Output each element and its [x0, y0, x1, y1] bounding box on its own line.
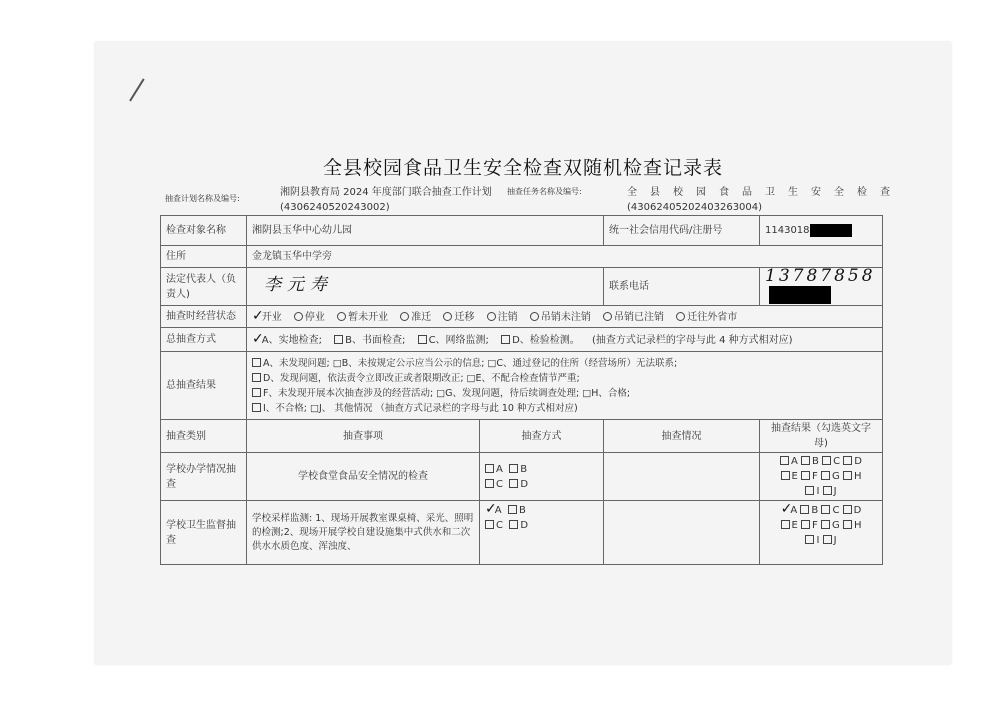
- checkbox-icon[interactable]: [509, 479, 518, 488]
- item-method-options: ✓A B C D: [480, 501, 604, 565]
- status-label: 抽查时经营状态: [161, 306, 247, 328]
- method-option-a[interactable]: ✓A、实地检查;: [252, 330, 322, 347]
- task-label: 抽查任务名称及编号:: [507, 187, 582, 196]
- check-mark-icon[interactable]: ✓: [780, 501, 793, 517]
- row-items-header: [161, 420, 883, 453]
- item-name: 学校采样监测: 1、现场开展教室课桌椅、采光、照明的检测;2、现场开展学校自建设施集中式供水和二次供水水质色度、浑浊度、: [247, 501, 480, 565]
- status-option[interactable]: 迁移: [443, 312, 474, 323]
- row-status: [161, 306, 883, 328]
- task-value-line2: (4306240520240326300​4): [627, 202, 763, 213]
- result-line: D、发现问题，依法责令立即改正或者限期改正; □E、不配合检查情节严重;: [263, 372, 580, 384]
- checkbox-icon[interactable]: [780, 456, 789, 465]
- checkbox-icon[interactable]: [843, 520, 852, 529]
- task-value: [627, 185, 903, 215]
- method-options: [247, 328, 883, 352]
- page-title: 全县校园食品卫生安全检查双随机检查记录表: [322, 157, 723, 179]
- header-situation: 抽查情况: [604, 420, 760, 453]
- checkbox-icon: [334, 335, 343, 344]
- item-category: 学校办学情况抽查: [161, 453, 247, 501]
- checkbox-icon[interactable]: [821, 505, 830, 514]
- check-mark-icon[interactable]: ✓: [485, 501, 497, 517]
- radio-icon: [603, 312, 612, 321]
- checkbox-icon[interactable]: [781, 471, 790, 480]
- redaction-bar: [810, 224, 852, 237]
- radio-icon: [400, 312, 409, 321]
- phone-handwritten: 13787858: [765, 267, 876, 286]
- rep-cell: [247, 268, 604, 306]
- address-value: 金龙镇玉华中学旁: [247, 246, 883, 268]
- table-row: [161, 501, 883, 565]
- checkbox-icon[interactable]: [252, 373, 261, 382]
- status-option[interactable]: 暂未开业: [337, 312, 388, 323]
- item-result-options: A B C D E F G H I J: [760, 453, 883, 501]
- item-category: 学校卫生监督抽查: [161, 501, 247, 565]
- table-row: [161, 453, 883, 501]
- checkbox-icon: [418, 335, 427, 344]
- row-object-name: [161, 216, 883, 246]
- checkbox-icon[interactable]: [843, 471, 852, 480]
- checkbox-icon[interactable]: [801, 520, 810, 529]
- item-result-options: ✓A B C D E F G H I J: [760, 501, 883, 565]
- inspection-record-table: [160, 215, 883, 565]
- checkbox-icon[interactable]: [801, 456, 810, 465]
- credit-code-prefix: 1143018: [765, 225, 810, 236]
- header-result: 抽查结果（勾选英文字母): [760, 420, 883, 453]
- rep-label: 法定代表人（负责人): [161, 268, 247, 306]
- checkbox-icon[interactable]: [485, 464, 494, 473]
- item-situation[interactable]: [604, 501, 760, 565]
- row-result: [161, 352, 883, 420]
- header-method: 抽查方式: [480, 420, 604, 453]
- radio-icon: [487, 312, 496, 321]
- checkbox-icon[interactable]: [843, 505, 852, 514]
- checkbox-icon[interactable]: [509, 464, 518, 473]
- phone-label: 联系电话: [604, 268, 760, 306]
- rep-signature: 李元寿: [264, 275, 333, 295]
- radio-icon: [294, 312, 303, 321]
- item-situation[interactable]: [604, 453, 760, 501]
- status-option-open[interactable]: ✓开业: [252, 307, 282, 324]
- header-item: 抽查事项: [247, 420, 480, 453]
- radio-icon: [443, 312, 452, 321]
- item-method-options: A B C D: [480, 453, 604, 501]
- check-mark-icon: ✓: [252, 307, 264, 324]
- checkbox-icon[interactable]: [252, 403, 261, 412]
- checkbox-icon[interactable]: [801, 471, 810, 480]
- checkbox-icon[interactable]: [821, 520, 830, 529]
- method-label: 总抽查方式: [161, 328, 247, 352]
- phone-cell: [760, 268, 883, 306]
- item-name: 学校食堂食品安全情况的检查: [247, 453, 480, 501]
- checkbox-icon[interactable]: [805, 535, 814, 544]
- checkbox-icon[interactable]: [800, 505, 809, 514]
- method-note: (抽查方式记录栏的字母与此 4 种方式相对应): [592, 334, 793, 346]
- row-address: [161, 246, 883, 268]
- radio-icon: [337, 312, 346, 321]
- method-option-b[interactable]: B、书面检查;: [334, 335, 405, 346]
- credit-code-label: 统一社会信用代码/注册号: [604, 216, 760, 246]
- checkbox-icon[interactable]: [509, 520, 518, 529]
- checkbox-icon[interactable]: [485, 479, 494, 488]
- result-line: F、未发现开展本次抽查涉及的经营活动; □G、发现问题，待后续调查处理; □H、合格;: [263, 387, 631, 399]
- checkbox-icon[interactable]: [252, 388, 261, 397]
- checkbox-icon[interactable]: [485, 520, 494, 529]
- task-value-line1: 全县校园食品卫生安全检查: [627, 187, 903, 198]
- row-representative: [161, 268, 883, 306]
- checkbox-icon[interactable]: [823, 535, 832, 544]
- checkbox-icon[interactable]: [252, 358, 261, 367]
- checkbox-icon[interactable]: [781, 520, 790, 529]
- checkbox-icon[interactable]: [508, 505, 517, 514]
- checkbox-icon[interactable]: [821, 471, 830, 480]
- status-option[interactable]: 准迁: [400, 312, 431, 323]
- row-method: [161, 328, 883, 352]
- object-name-value: 湘阴县玉华中心幼儿园: [247, 216, 604, 246]
- result-line: I、不合格; □J、 其他情况 （抽查方式记录栏的字母与此 10 种方式相对应): [263, 402, 578, 414]
- checkbox-icon[interactable]: [823, 486, 832, 495]
- checkbox-icon[interactable]: [822, 456, 831, 465]
- check-mark-icon: ✓: [252, 330, 264, 347]
- result-line: A、未发现问题; □B、未按规定公示应当公示的信息; □C、通过登记的住所（经营场所）无法联系;: [263, 357, 678, 369]
- status-option[interactable]: 吊销未注销: [530, 312, 591, 323]
- status-option[interactable]: 注销: [487, 312, 518, 323]
- checkbox-icon[interactable]: [843, 456, 852, 465]
- header-category: 抽查类别: [161, 420, 247, 453]
- credit-code-cell: [760, 216, 883, 246]
- status-option[interactable]: 吊销已注销: [603, 312, 664, 323]
- radio-icon: [676, 312, 685, 321]
- checkbox-icon: [501, 335, 510, 344]
- address-label: 住所: [161, 246, 247, 268]
- object-name-label: 检查对象名称: [161, 216, 247, 246]
- checkbox-icon[interactable]: [805, 486, 814, 495]
- radio-icon: [530, 312, 539, 321]
- redaction-bar: [769, 286, 831, 304]
- status-option[interactable]: 迁往外省市: [676, 312, 737, 323]
- plan-label: 抽查计划名称及编号:: [165, 194, 240, 203]
- result-label: 总抽查结果: [161, 352, 247, 420]
- status-options: [247, 306, 883, 328]
- method-option-c[interactable]: C、网络监测;: [418, 335, 489, 346]
- status-option[interactable]: 停业: [294, 312, 325, 323]
- result-options: [247, 352, 883, 420]
- plan-value: 湘阴县教育局 2024 年度部门联合抽查工作计划 (4306240520243002): [280, 187, 492, 213]
- method-option-d[interactable]: D、检验检测。: [501, 335, 580, 346]
